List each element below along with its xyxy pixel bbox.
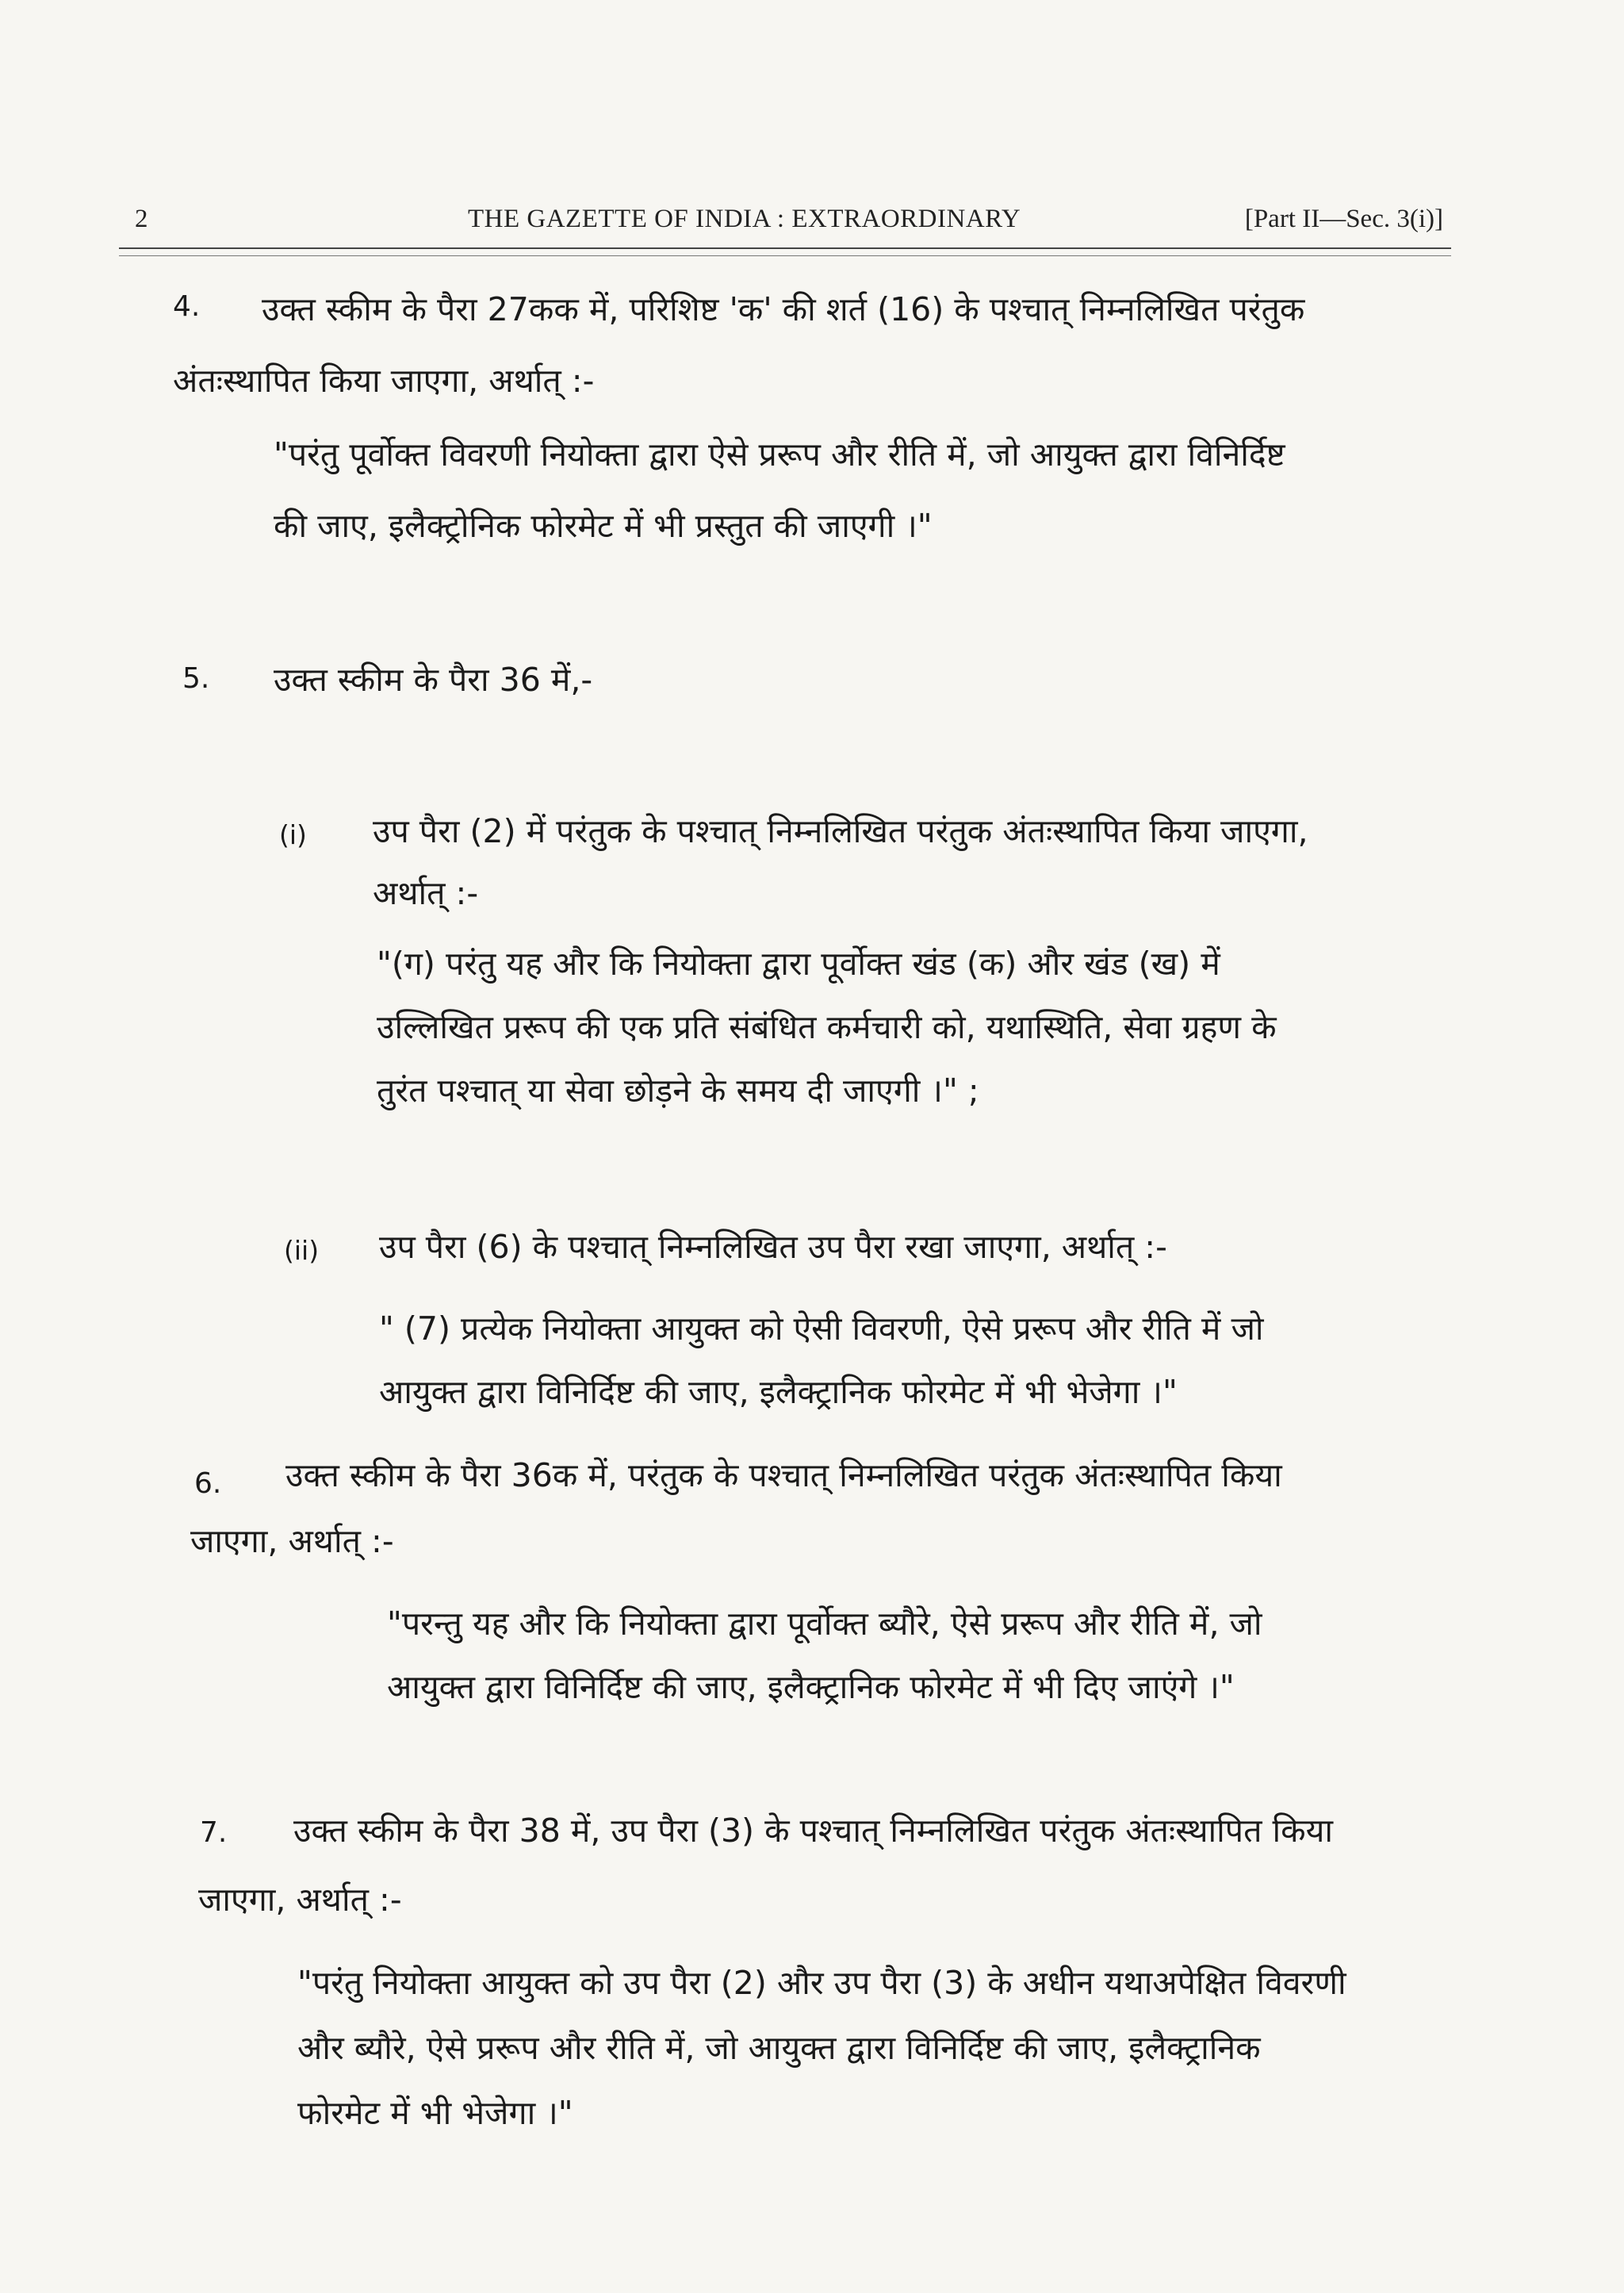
text-line: और ब्यौरे, ऐसे प्ररूप और रीति में, जो आयुक्त द्वारा विनिर्दिष्ट की जाए, इलैक्ट्रानिक xyxy=(297,2029,1261,2067)
text-line: "परंतु नियोक्ता आयुक्त को उप पैरा (2) और उप पैरा (3) के अधीन यथाअपेक्षित विवरणी xyxy=(297,1964,1346,2002)
paragraph-number: 6. xyxy=(194,1467,222,1500)
text-line: उप पैरा (6) के पश्चात् निम्नलिखित उप पैरा रखा जाएगा, अर्थात् :- xyxy=(379,1228,1167,1266)
text-line: "(ग) परंतु यह और कि नियोक्ता द्वारा पूर्वोक्त खंड (क) और खंड (ख) में xyxy=(377,945,1220,983)
text-line: जाएगा, अर्थात् :- xyxy=(190,1522,394,1560)
text-line: उक्त स्कीम के पैरा 27कक में, परिशिष्ट 'क' की शर्त (16) के पश्चात् निम्नलिखित परंतुक xyxy=(262,290,1305,328)
paragraph-number: 5. xyxy=(182,662,210,695)
text-line: उक्त स्कीम के पैरा 36क में, परंतुक के पश्चात् निम्नलिखित परंतुक अंतःस्थापित किया xyxy=(285,1456,1282,1494)
text-line: आयुक्त द्वारा विनिर्दिष्ट की जाए, इलैक्ट्रानिक फोरमेट में भी दिए जाएंगे ।" xyxy=(387,1668,1235,1706)
header-rule xyxy=(119,247,1451,249)
text-line: अर्थात् :- xyxy=(373,874,479,912)
page-header xyxy=(135,200,1443,247)
text-line: उक्त स्कीम के पैरा 36 में,- xyxy=(274,661,593,699)
text-line: उल्लिखित प्ररूप की एक प्रति संबंधित कर्मचारी को, यथास्थिति, सेवा ग्रहण के xyxy=(377,1008,1277,1046)
text-line: आयुक्त द्वारा विनिर्दिष्ट की जाए, इलैक्ट्रानिक फोरमेट में भी भेजेगा ।" xyxy=(379,1373,1178,1411)
sub-paragraph-label: (i) xyxy=(279,819,307,850)
text-line: " (7) प्रत्येक नियोक्ता आयुक्त को ऐसी विवरणी, ऐसे प्ररूप और रीति में जो xyxy=(379,1309,1264,1348)
text-line: "परंतु पूर्वोक्त विवरणी नियोक्ता द्वारा ऐसे प्ररूप और रीति में, जो आयुक्त द्वारा विनिर्दिष्ट xyxy=(274,435,1285,474)
text-line: उक्त स्कीम के पैरा 38 में, उप पैरा (3) के पश्चात् निम्नलिखित परंतुक अंतःस्थापित किया xyxy=(293,1812,1333,1850)
text-line: "परन्तु यह और कि नियोक्ता द्वारा पूर्वोक्त ब्यौरे, ऐसे प्ररूप और रीति में, जो xyxy=(387,1605,1262,1643)
text-line: अंतःस्थापित किया जाएगा, अर्थात् :- xyxy=(173,362,595,400)
text-line: उप पैरा (2) में परंतुक के पश्चात् निम्नलिखित परंतुक अंतःस्थापित किया जाएगा, xyxy=(373,812,1308,850)
text-line: की जाए, इलैक्ट्रोनिक फोरमेट में भी प्रस्तुत की जाएगी ।" xyxy=(274,507,933,545)
sub-paragraph-label: (ii) xyxy=(284,1235,320,1266)
text-line: फोरमेट में भी भेजेगा ।" xyxy=(297,2094,573,2132)
header-rule-thin xyxy=(119,255,1451,256)
paragraph-number: 4. xyxy=(173,290,201,323)
text-line: जाएगा, अर्थात् :- xyxy=(198,1881,402,1919)
gazette-title: THE GAZETTE OF INDIA : EXTRAORDINARY xyxy=(468,205,1021,233)
paragraph-number: 7. xyxy=(200,1816,228,1849)
text-line: तुरंत पश्चात् या सेवा छोड़ने के समय दी जाएगी ।" ; xyxy=(377,1072,979,1110)
page-number: 2 xyxy=(135,205,148,233)
part-section-label: [Part II—Sec. 3(i)] xyxy=(1244,205,1443,233)
